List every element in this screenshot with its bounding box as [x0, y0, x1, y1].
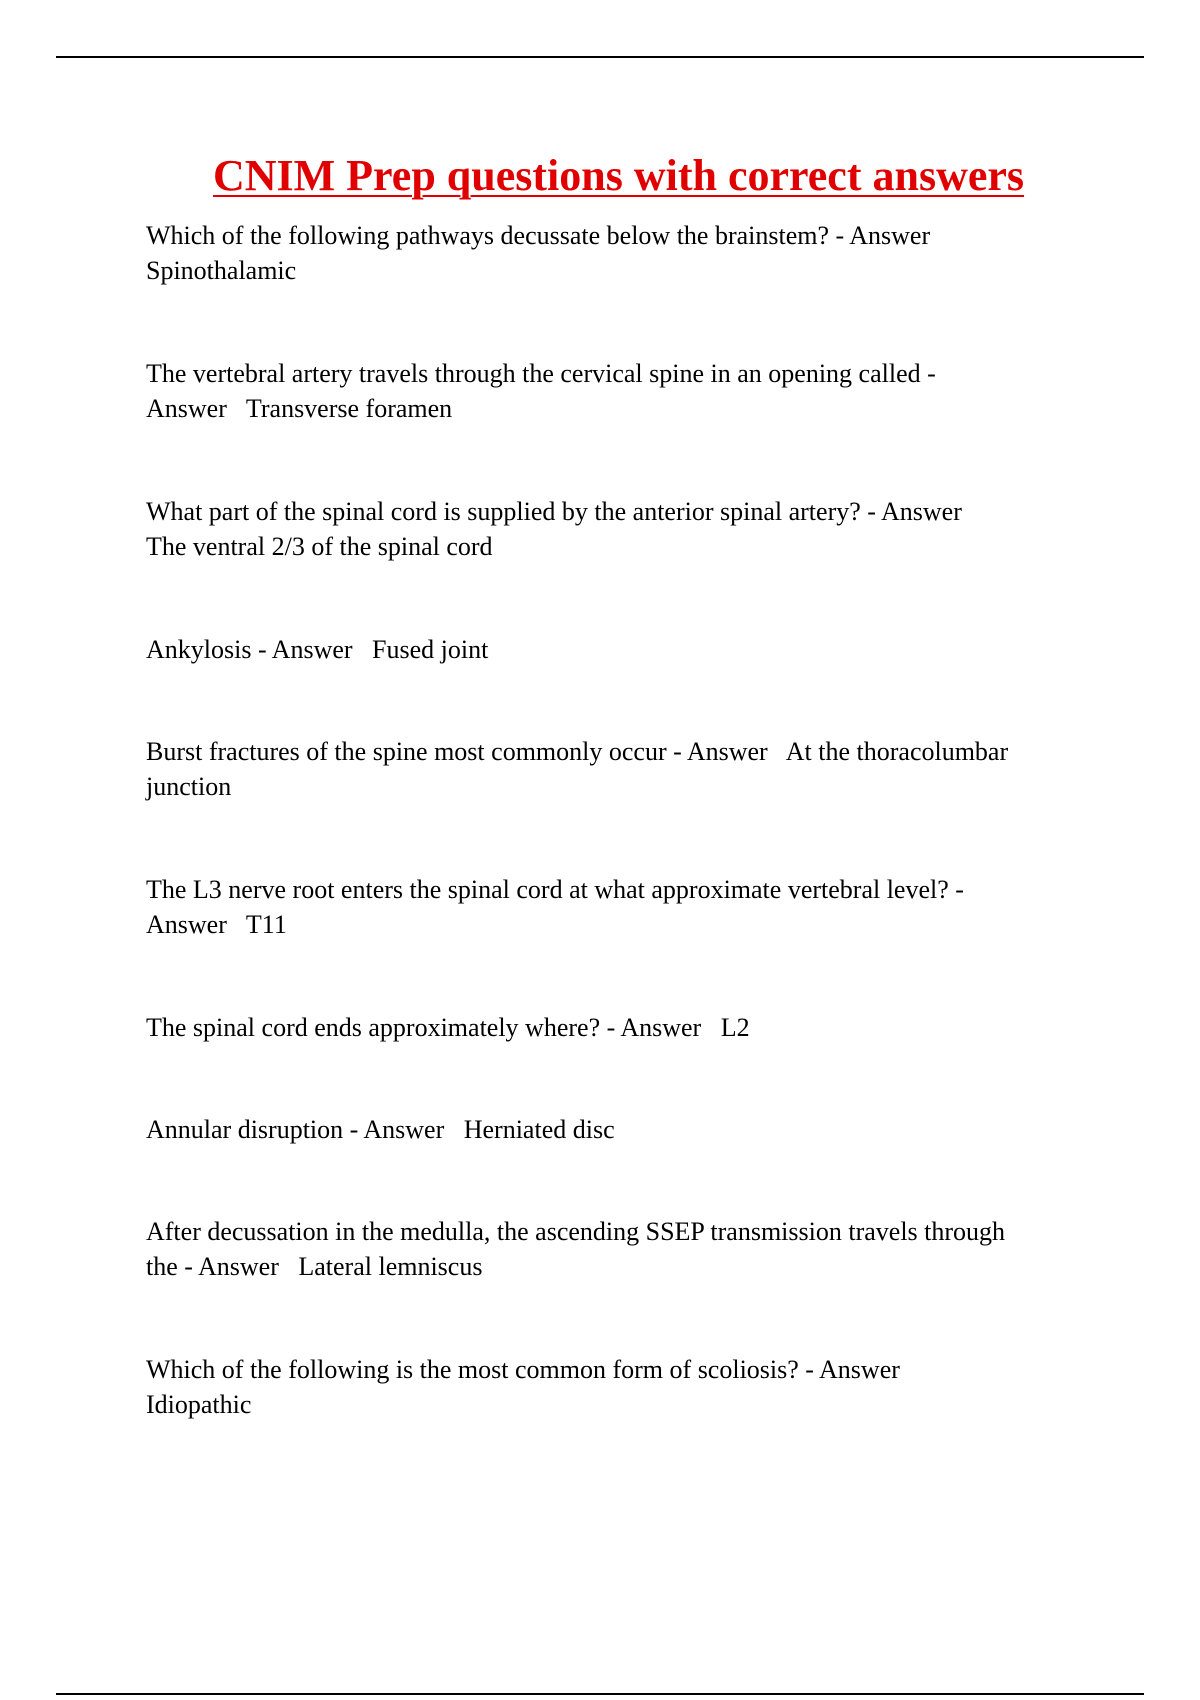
qa-item-3: What part of the spinal cord is supplied by the anterior spinal artery? - Answer The ventral 2/3 of the spinal cord: [146, 497, 962, 561]
qa-item-2: The vertebral artery travels through the cervical spine in an opening called - Answer Transverse foramen: [146, 359, 936, 423]
qa-item-1: Which of the following pathways decussate below the brainstem? - Answer Spinothalamic: [146, 221, 931, 285]
qa-list: [146, 218, 1106, 1490]
qa-item-7: The spinal cord ends approximately where? - Answer L2: [146, 1013, 750, 1042]
qa-item-10: Which of the following is the most common form of scoliosis? - Answer Idiopathic: [146, 1355, 900, 1419]
qa-item-8: Annular disruption - Answer Herniated disc: [146, 1115, 615, 1144]
qa-item-4: Ankylosis - Answer Fused joint: [146, 635, 489, 664]
qa-item-9: After decussation in the medulla, the ascending SSEP transmission travels through the - Answer Lateral lemniscus: [146, 1217, 1006, 1281]
document-title: CNIM Prep questions with correct answers: [212, 151, 1025, 200]
qa-item-6: The L3 nerve root enters the spinal cord at what approximate vertebral level? - Answer T11: [146, 875, 964, 939]
footer-rule: [56, 1693, 1144, 1695]
header-rule: [56, 56, 1144, 58]
qa-item-5: Burst fractures of the spine most commonly occur - Answer At the thoracolumbar junction: [146, 737, 1009, 801]
